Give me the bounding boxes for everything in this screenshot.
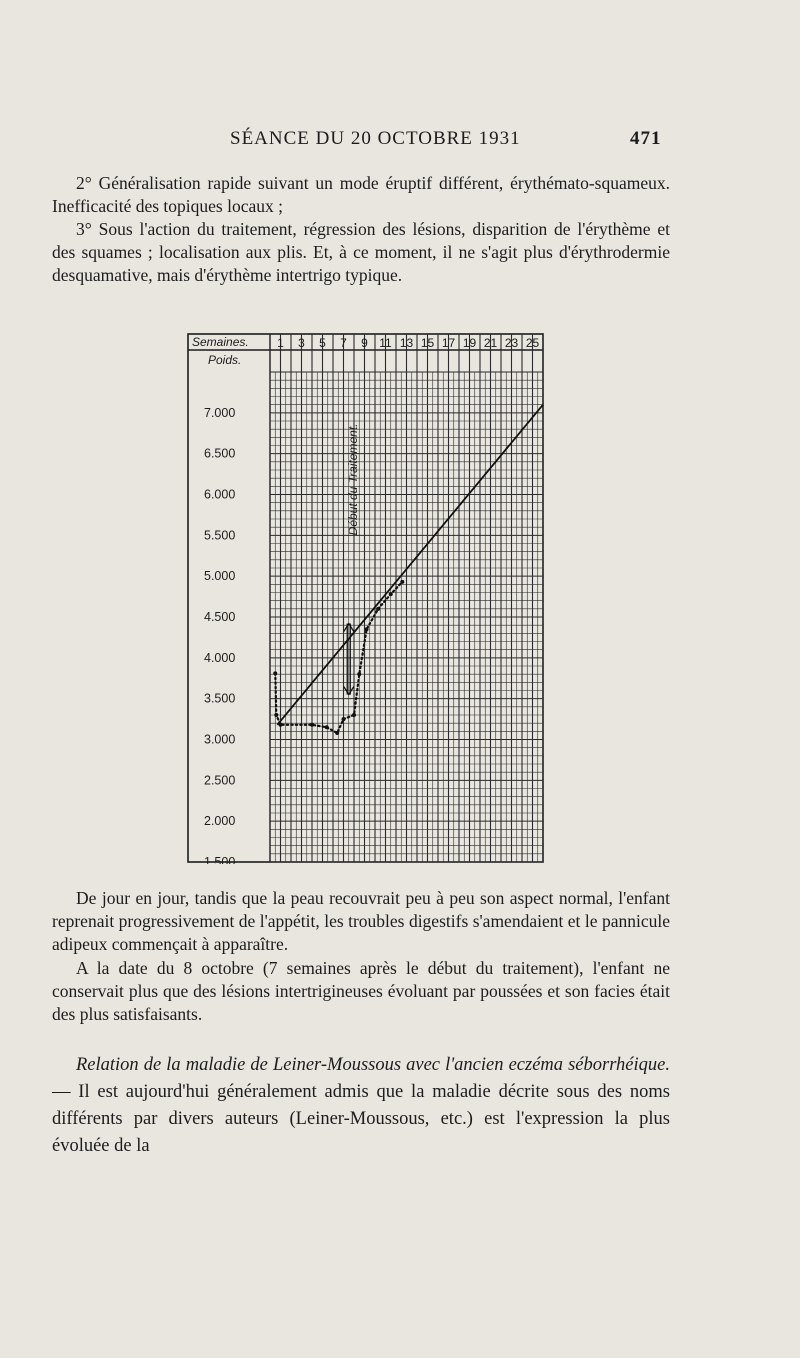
y-tick-label: 4.000 (204, 650, 236, 665)
treatment-start-annotation: Début du Traitement. (346, 423, 361, 536)
paragraph-text: 2° Généralisation rapide suivant un mode éruptif différent, érythémato-squameux. Inefficacité des topiques locaux ; (52, 173, 670, 216)
x-tick-label: 11 (379, 336, 392, 350)
series-point (352, 713, 356, 717)
page-header (0, 128, 800, 158)
series-point (357, 672, 361, 676)
y-tick-label: 6.000 (204, 487, 236, 502)
x-tick-label: 5 (319, 336, 326, 350)
header-semaines-label: Semaines. (192, 335, 249, 349)
x-tick-label: 13 (399, 336, 414, 350)
x-tick-label: 7 (340, 336, 347, 350)
series-point (335, 731, 339, 735)
x-tick-label: 21 (483, 336, 498, 350)
paragraph-date (52, 957, 670, 1026)
paragraph-generalisation (52, 172, 670, 218)
series-point (279, 723, 283, 727)
x-tick-label: 3 (298, 336, 305, 350)
page-number: 471 (630, 128, 662, 149)
y-tick-label: 6.500 (204, 446, 236, 461)
series-point (310, 723, 314, 727)
x-tick-label: 17 (441, 336, 456, 350)
section-relation (52, 1052, 670, 1160)
y-tick-label: 2.000 (204, 814, 236, 829)
series-point (365, 627, 369, 631)
running-title: SÉANCE DU 20 OCTOBRE 1931 (230, 128, 521, 149)
series-point (342, 717, 346, 721)
y-tick-label: 2.500 (204, 773, 236, 788)
grid-lines (270, 334, 543, 862)
x-tick-label: 9 (361, 336, 368, 350)
section-body: — Il est aujourd'hui généralement admis que la maladie décrite sous des noms différents par divers auteurs (Leiner-Moussous, etc.) est l'expression la plus évoluée de la (52, 1082, 670, 1156)
y-tick-label: 3.000 (204, 732, 236, 747)
x-tick-label: 19 (462, 336, 477, 350)
series-point (273, 671, 277, 675)
x-tick-label: 23 (504, 336, 519, 350)
paragraph-traitement (52, 218, 670, 287)
x-tick-label: 1 (277, 336, 284, 350)
series-point (376, 607, 380, 611)
y-tick-label: 4.500 (204, 610, 236, 624)
paragraph-text: A la date du 8 octobre (7 semaines après le début du traitement), l'enfant ne conservait plus que des lésions intertrigineuses évoluant par poussées et son facies était des plus satisfaisants. (52, 958, 670, 1024)
paragraph-text: 3° Sous l'action du traitement, régression des lésions, disparition de l'érythème et des squames ; localisation aux plis. Et, à ce moment, il ne s'agit plus d'érythrodermie desquamative, mais d'érythème intertrigo typique. (52, 219, 670, 285)
y-tick-label: 3.500 (204, 691, 236, 706)
y-tick-label: 5.000 (204, 569, 236, 584)
header-poids-label: Poids. (208, 353, 242, 367)
weight-chart-svg (186, 332, 546, 864)
series-point (274, 713, 278, 717)
y-tick-label: 5.500 (204, 528, 236, 543)
x-tick-label: 25 (525, 336, 540, 350)
paragraph-evolution (52, 887, 670, 956)
paragraph-text: De jour en jour, tandis que la peau recouvrait peu à peu son aspect normal, l'enfant reprenait progressivement de l'appétit, les troubles digestifs s'amendaient et le pannicule adipeux commençait à apparaître. (52, 888, 670, 954)
series-point (389, 592, 393, 596)
x-tick-label: 15 (420, 336, 435, 350)
y-tick-label: 7.000 (204, 405, 236, 420)
section-title: Relation de la maladie de Leiner-Moussous avec l'ancien eczéma séborrhéique. (76, 1055, 670, 1075)
weight-chart (186, 332, 546, 869)
series-point (400, 580, 404, 584)
series-point (325, 725, 329, 729)
y-tick-label: 1.500 (204, 855, 236, 864)
